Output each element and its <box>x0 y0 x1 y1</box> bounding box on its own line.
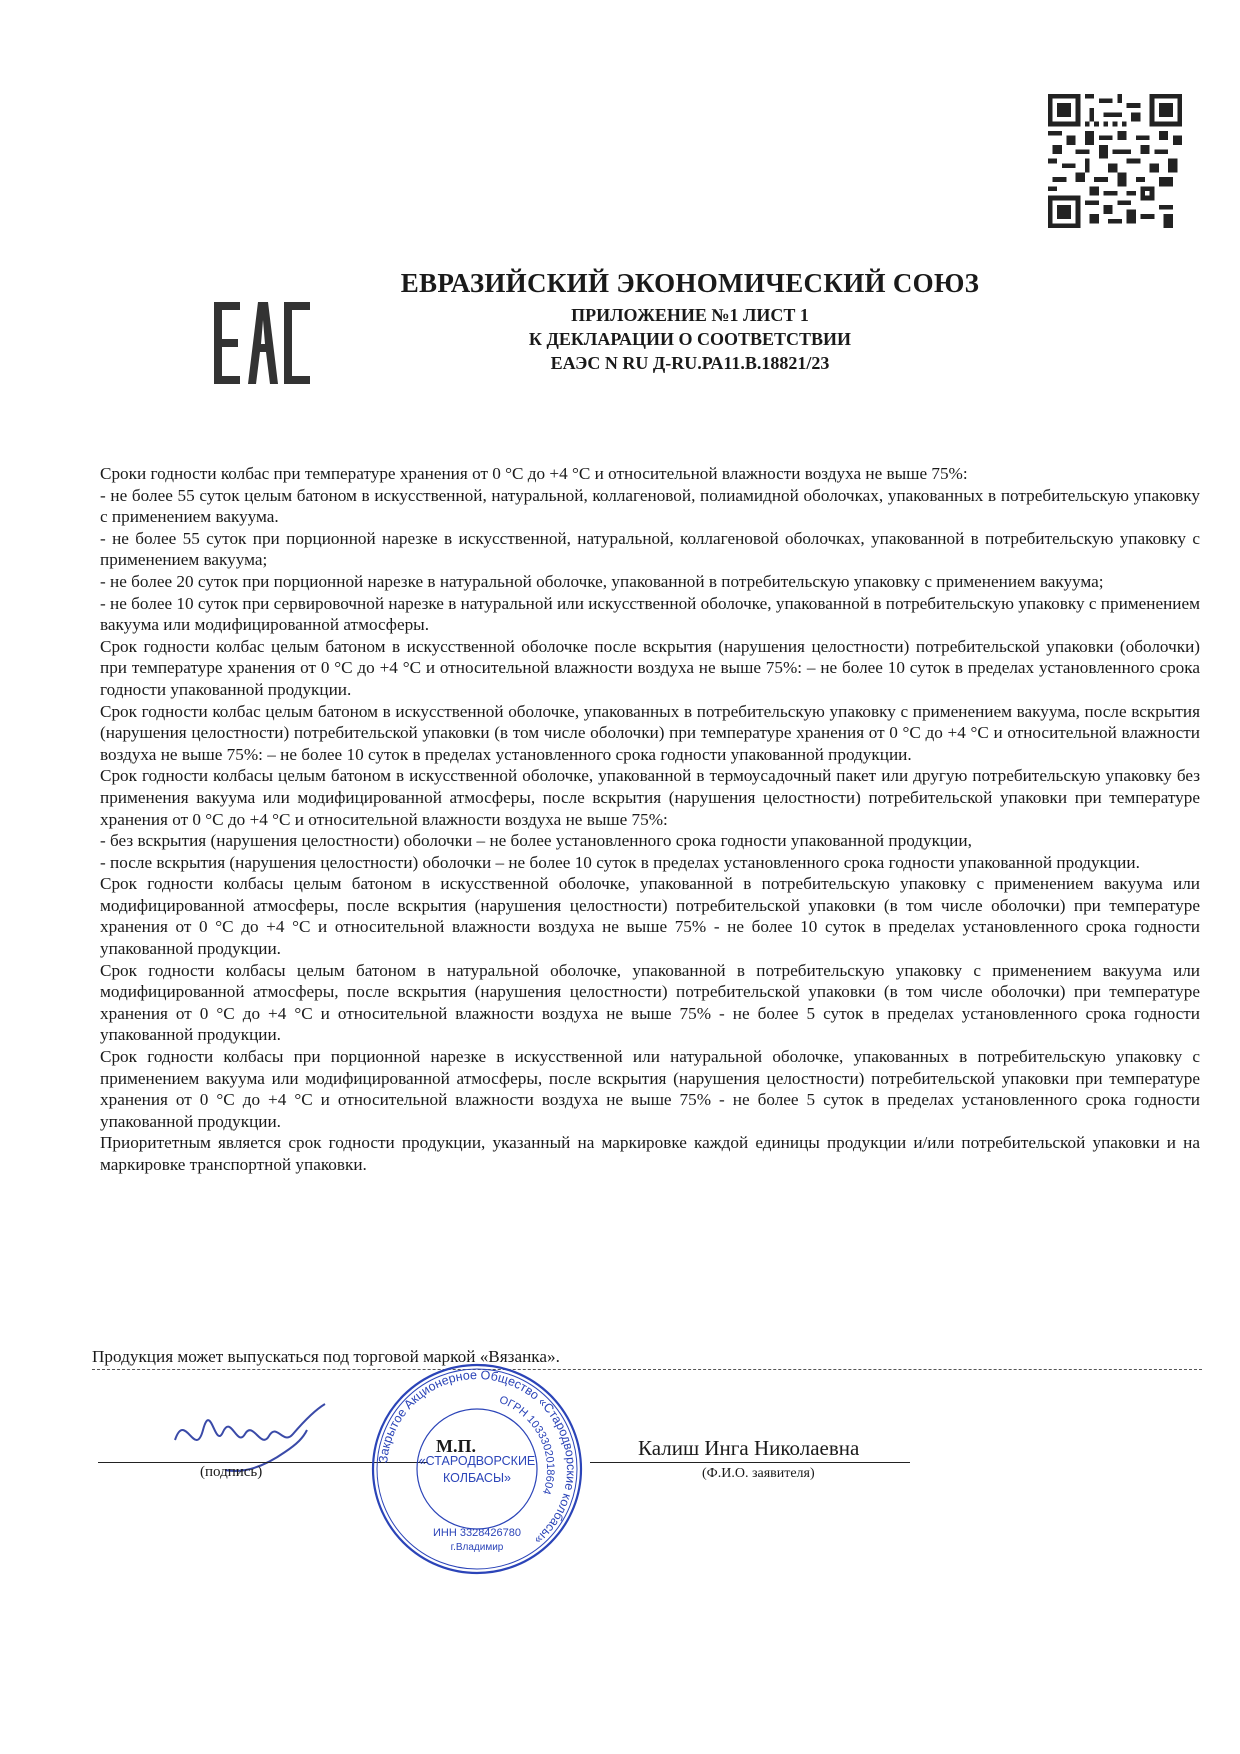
paragraph: Сроки годности колбас при температуре хранения от 0 °С до +4 °С и относительной влажности воздуха не выше 75%: <box>100 464 968 483</box>
signature-caption: (подпись) <box>200 1464 263 1480</box>
paragraph: Срок годности колбасы при порционной нарезке в искусственной или натуральной оболочке, упакованных в потребительскую упаковку с применением вакуума или модифицированной атмосферы, после вскрытия (нарушения целостности) потребительской упаковки при температуре хранения от 0 °С до +4 °С и относительной влажности воздуха не выше 75% - не более 5 суток в пределах установленного срока годности упакованной продукции. <box>100 1047 1200 1131</box>
applicant-name-line <box>590 1462 910 1463</box>
company-seal <box>368 1360 586 1578</box>
paragraph: Срок годности колбасы целым батоном в искусственной оболочке, упакованной в потребительскую упаковку с применением вакуума или модифицированной атмосферы, после вскрытия (нарушения целостности) потребительской упаковки (в том числе оболочки) при температуре хранения от 0 °С до +4 °С и относительной влажности воздуха не выше 75% - не более 10 суток в пределах установленного срока годности упакованной продукции. <box>100 874 1200 959</box>
seal-center-line2: КОЛБАСЫ» <box>443 1471 511 1485</box>
qr-code <box>1048 89 1182 233</box>
annex-title: ПРИЛОЖЕНИЕ №1 ЛИСТ 1 <box>571 305 809 325</box>
paragraph: Срок годности колбас целым батоном в искусственной оболочке, упакованных в потребительскую упаковку с применением вакуума, после вскрытия (нарушения целостности) потребительской упаковки (в том числе оболочки) при температуре хранения от 0 °С до +4 °С и относительной влажности воздуха не выше 75%: – не более 10 суток в пределах установленного срока годности упакованной продукции. <box>100 701 1200 764</box>
eac-logo <box>212 300 312 386</box>
declaration-number: ЕАЭС N RU Д-RU.РА11.В.18821/23 <box>550 353 830 373</box>
applicant-name: Калиш Инга Николаевна <box>638 1436 860 1460</box>
seal-center-line1: «СТАРОДВОРСКИЕ <box>418 1454 536 1468</box>
paragraph: - без вскрытия (нарушения целостности) оболочки – не более установленного срока годности упакованной продукции, <box>100 831 972 851</box>
seal-inn: ИНН 3328426780 <box>432 1527 522 1539</box>
seal-ring-text: Закрытое Акционерное Общество «Стародворские колбасы» <box>376 1367 579 1548</box>
paragraph: - не более 55 суток целым батоном в искусственной, натуральной, коллагеновой, полиамидной оболочках, упакованных в потребительскую упаковку с применением вакуума. <box>100 485 1200 527</box>
paragraph: Приоритетным является срок годности продукции, указанный на маркировке каждой единицы продукции и/или потребительской упаковки и на маркировке транспортной упаковки. <box>100 1133 1200 1174</box>
union-title: ЕВРАЗИЙСКИЙ ЭКОНОМИЧЕСКИЙ СОЮЗ <box>400 268 980 298</box>
declaration-title: К ДЕКЛАРАЦИИ О СООТВЕТСТВИИ <box>528 329 852 349</box>
paragraph: - не более 55 суток при порционной нарезке в искусственной, натуральной, коллагеновой оболочках, упакованной в потребительскую упаковку с применением вакуума; <box>100 528 1200 570</box>
seal-ogrn: ОГРН 1033302018604 <box>497 1393 557 1496</box>
stamp-place-label: М.П. <box>436 1436 476 1456</box>
paragraph: Срок годности колбасы целым батоном в искусственной оболочке, упакованной в термоусадочный пакет или другую потребительскую упаковку без применения вакуума или модифицированной атмосферы, после вскрытия (нарушения целостности) потребительской упаковки при температуре хранения от 0 °С до +4 °С и относительной влажности воздуха не выше 75%: <box>100 766 1200 829</box>
paragraph: - не более 20 суток при порционной нарезке в натуральной оболочке, упакованной в потребительскую упаковку с применением вакуума; <box>100 571 1104 591</box>
brand-line: Продукция может выпускаться под торговой маркой «Вязанка». <box>92 1347 1202 1370</box>
document-body <box>100 463 1200 1178</box>
document-header <box>310 268 1070 375</box>
paragraph: Срок годности колбасы целым батоном в натуральной оболочке, упакованной в потребительскую упаковку с применением вакуума или модифицированной атмосферы, после вскрытия (нарушения целостности) потребительской упаковки (в том числе оболочки) при температуре хранения от 0 °С до +4 °С и относительной влажности воздуха не выше 75% - не более 5 суток в пределах установленного срока годности упакованной продукции. <box>100 960 1200 1045</box>
paragraph: - после вскрытия (нарушения целостности) оболочки – не более 10 суток в пределах установленного срока годности упакованной продукции. <box>100 852 1140 872</box>
seal-city: г.Владимир <box>450 1542 504 1553</box>
paragraph: Срок годности колбас целым батоном в искусственной оболочке после вскрытия (нарушения целостности) потребительской упаковки (оболочки) при температуре хранения от 0 °С до +4 °С и относительной влажности воздуха не выше 75%: – не более 10 суток в пределах установленного срока годности упакованной продукции. <box>100 636 1200 699</box>
applicant-name-caption: (Ф.И.О. заявителя) <box>702 1466 815 1481</box>
paragraph: - не более 10 суток при сервировочной нарезке в натуральной или искусственной оболочке, упакованной в потребительскую упаковку с применением вакуума или модифицированной атмосферы. <box>100 593 1201 635</box>
